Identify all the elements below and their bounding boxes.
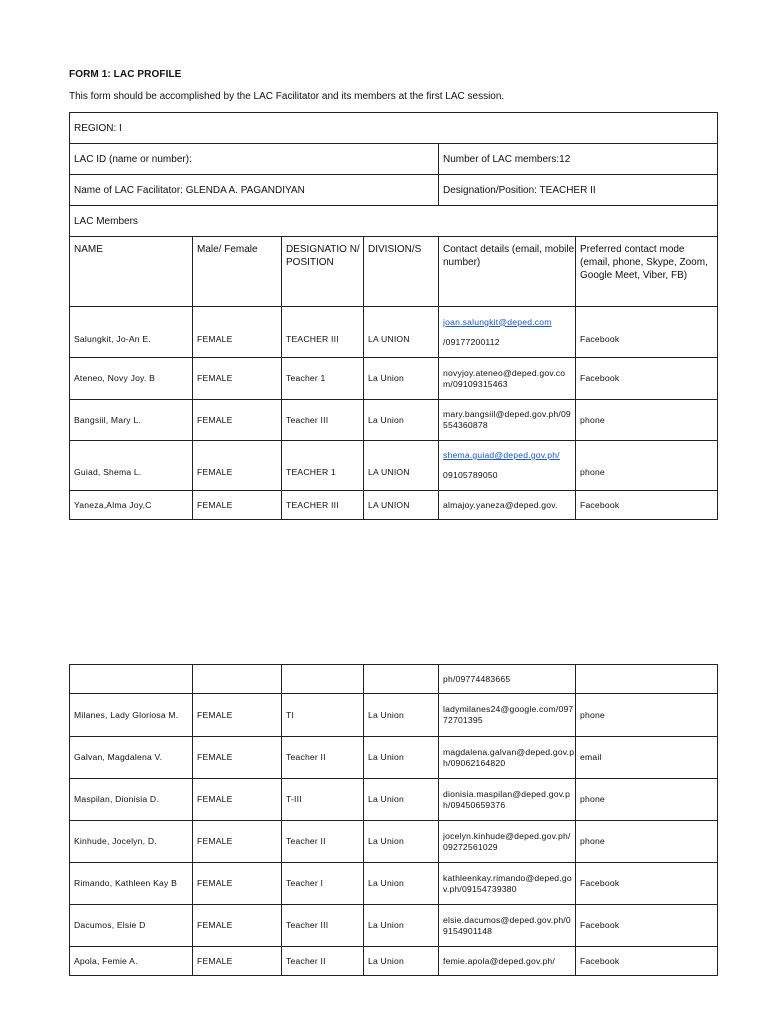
member-division: LA UNION (364, 491, 439, 520)
member-name: Yaneza,Alma Joy,C (70, 491, 193, 520)
member-contact: femie.apola@deped.gov.ph/ (439, 947, 576, 976)
member-mode: Facebook (576, 905, 718, 947)
member-sex: FEMALE (193, 821, 282, 863)
contact-text: /09177200112 (443, 336, 500, 347)
contact-text: 09105789050 (443, 470, 498, 480)
lac-members-continued-table (69, 664, 718, 976)
table-row (70, 358, 718, 400)
member-contact: magdalena.galvan@deped.gov.ph/09062164820 (439, 737, 576, 779)
member-name: Guiad, Shema L. (70, 441, 193, 491)
col-header-designation: DESIGNATIO N/ POSITION (282, 237, 364, 307)
member-division: La Union (364, 905, 439, 947)
member-position: Teacher II (282, 947, 364, 976)
col-header-name: NAME (70, 237, 193, 307)
email-link[interactable]: joan.salungkit@deped.com (443, 316, 552, 327)
member-mode: phone (576, 779, 718, 821)
member-sex: FEMALE (193, 863, 282, 905)
member-name: Dacumos, Elsie D (70, 905, 193, 947)
member-contact: almajoy.yaneza@deped.gov. (439, 491, 576, 520)
facilitator-cell: Name of LAC Facilitator: GLENDA A. PAGANDIYAN (70, 175, 439, 206)
member-contact: ph/09774483665 (439, 665, 576, 694)
table-row (70, 665, 718, 694)
member-contact (439, 441, 576, 491)
member-division: La Union (364, 779, 439, 821)
member-division: La Union (364, 863, 439, 905)
member-name: Salungkit, Jo-An E. (70, 307, 193, 358)
member-name: Bangsiil, Mary L. (70, 400, 193, 441)
member-position: Teacher III (282, 905, 364, 947)
member-mode: phone (576, 400, 718, 441)
member-name: Apola, Femie A. (70, 947, 193, 976)
designation-cell: Designation/Position: TEACHER II (439, 175, 718, 206)
member-position: TEACHER III (282, 307, 364, 358)
member-sex: FEMALE (193, 307, 282, 358)
member-mode: Facebook (576, 358, 718, 400)
table-row (70, 905, 718, 947)
member-division: La Union (364, 694, 439, 737)
col-header-sex: Male/ Female (193, 237, 282, 307)
form-title: FORM 1: LAC PROFILE (69, 69, 182, 80)
member-sex: FEMALE (193, 491, 282, 520)
table-row (70, 947, 718, 976)
member-contact: jocelyn.kinhude@deped.gov.ph/09272561029 (439, 821, 576, 863)
table-row (70, 400, 718, 441)
table-row (70, 863, 718, 905)
member-sex: FEMALE (193, 779, 282, 821)
member-position: Teacher III (282, 400, 364, 441)
lac-id-cell: LAC ID (name or number): (70, 144, 439, 175)
member-position: Teacher II (282, 737, 364, 779)
member-position: TEACHER III (282, 491, 364, 520)
table-row (70, 694, 718, 737)
member-position: TEACHER 1 (282, 441, 364, 491)
member-mode: phone (576, 441, 718, 491)
members-heading: LAC Members (70, 206, 718, 237)
member-mode: phone (576, 694, 718, 737)
member-position: T-III (282, 779, 364, 821)
member-mode: Facebook (576, 307, 718, 358)
table-row (70, 491, 718, 520)
member-name: Galvan, Magdalena V. (70, 737, 193, 779)
member-division: La Union (364, 358, 439, 400)
member-sex: FEMALE (193, 400, 282, 441)
table-row (70, 441, 718, 491)
member-name: Milanes, Lady Gloriosa M. (70, 694, 193, 737)
region-cell: REGION: I (70, 113, 718, 144)
member-position: Teacher I (282, 863, 364, 905)
member-count-cell: Number of LAC members:12 (439, 144, 718, 175)
member-sex: FEMALE (193, 947, 282, 976)
member-division: La Union (364, 947, 439, 976)
form-instruction: This form should be accomplished by the LAC Facilitator and its members at the first LAC session. (69, 91, 505, 102)
member-position: Teacher 1 (282, 358, 364, 400)
table-row (70, 737, 718, 779)
member-sex: FEMALE (193, 905, 282, 947)
member-sex: FEMALE (193, 694, 282, 737)
member-mode: Facebook (576, 863, 718, 905)
lac-profile-table (69, 112, 718, 520)
table-row (70, 821, 718, 863)
member-name: Maspilan, Dionisia D. (70, 779, 193, 821)
member-mode: Facebook (576, 491, 718, 520)
member-contact (439, 307, 576, 358)
col-header-division: DIVISION/S (364, 237, 439, 307)
member-sex: FEMALE (193, 441, 282, 491)
member-division: La Union (364, 400, 439, 441)
member-contact: novyjoy.ateneo@deped.gov.com/09109315463 (439, 358, 576, 400)
email-link[interactable]: shema.guiad@deped.gov.ph/ (443, 450, 560, 460)
member-sex: FEMALE (193, 358, 282, 400)
member-name: Rimando, Kathleen Kay B (70, 863, 193, 905)
member-contact: dionisia.maspilan@deped.gov.ph/09450659376 (439, 779, 576, 821)
table-row (70, 307, 718, 358)
col-header-mode: Preferred contact mode (email, phone, Skype, Zoom, Google Meet, Viber, FB) (576, 237, 718, 307)
member-division: La Union (364, 821, 439, 863)
member-position: Teacher II (282, 821, 364, 863)
member-position: TI (282, 694, 364, 737)
member-contact: elsie.dacumos@deped.gov.ph/09154901148 (439, 905, 576, 947)
member-mode: email (576, 737, 718, 779)
table-row (70, 779, 718, 821)
member-mode: Facebook (576, 947, 718, 976)
member-name: Ateneo, Novy Joy. B (70, 358, 193, 400)
member-contact: ladymilanes24@google.com/09772701395 (439, 694, 576, 737)
member-division: LA UNION (364, 441, 439, 491)
col-header-contact: Contact details (email, mobile number) (439, 237, 576, 307)
member-contact: kathleenkay.rimando@deped.gov.ph/09154739380 (439, 863, 576, 905)
member-division: LA UNION (364, 307, 439, 358)
member-mode: phone (576, 821, 718, 863)
member-division: La Union (364, 737, 439, 779)
member-contact: mary.bangsiil@deped.gov.ph/09554360878 (439, 400, 576, 441)
member-name: Kinhude, Jocelyn, D. (70, 821, 193, 863)
member-sex: FEMALE (193, 737, 282, 779)
